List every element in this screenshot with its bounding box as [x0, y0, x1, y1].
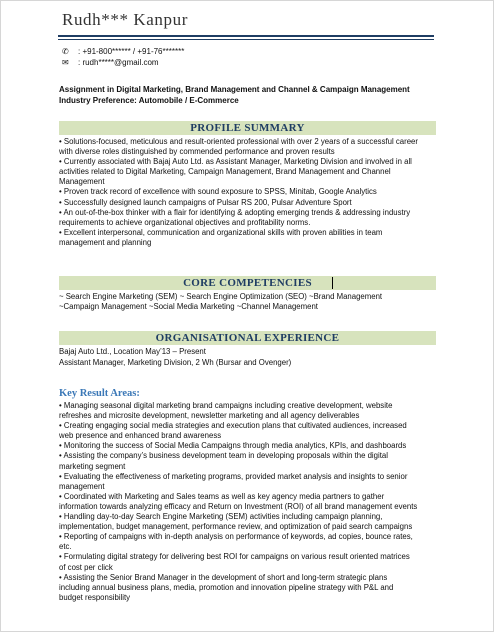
- name-underline: [58, 35, 434, 37]
- core-competencies-title: CORE COMPETENCIES: [183, 277, 312, 289]
- profile-summary-line: • Successfully designed launch campaigns of Pulsar RS 200, Pulsar Adventure Sport: [59, 197, 352, 207]
- key-result-line: including annual business plans, media, promotion and innovation pipeline strategy with P&L and: [59, 582, 394, 592]
- email-address: : rudh*****@gmail.com: [78, 58, 159, 67]
- key-result-line: • Monitoring the success of Social Media Campaigns through media analytics, KPIs, and dashboards: [59, 441, 407, 451]
- key-result-line: • Coordinated with Marketing and Sales teams as well as key agency media partners to gather: [59, 491, 385, 501]
- phone-icon: ✆: [62, 47, 69, 56]
- profile-summary-line: • Solutions-focused, meticulous and result-oriented professional with over 2 years of a successful career: [59, 137, 418, 146]
- name-underline-thin: [58, 39, 434, 40]
- key-result-line: information towards analyzing efficacy and Return on Investment (ROI) of all brand management events: [59, 501, 418, 511]
- competencies-line-1: ~ Search Engine Marketing (SEM) ~ Search Engine Optimization (SEO) ~Brand Management: [59, 292, 383, 301]
- profile-summary-line: requirements to achieve organizational objectives and profitability norms.: [59, 217, 311, 227]
- key-result-line: web presence and enhanced brand awareness: [59, 431, 222, 441]
- key-result-line: of cost per click: [59, 562, 113, 572]
- text-cursor: [332, 277, 333, 289]
- organisational-experience-band: [59, 331, 436, 345]
- profile-summary-band: [59, 121, 436, 135]
- envelope-icon: ✉: [62, 58, 69, 67]
- competencies-line-2: ~Campaign Management ~Social Media Marketing ~Channel Management: [59, 302, 318, 311]
- profile-summary-line: • Currently associated with Bajaj Auto Ltd. as Assistant Manager, Marketing Division and involved in all: [59, 157, 412, 167]
- key-result-areas-list: [59, 401, 437, 603]
- key-result-line: management: [59, 481, 105, 491]
- candidate-name: Rudh*** Kanpur: [62, 10, 188, 29]
- phone-line: [62, 47, 184, 56]
- profile-summary-line: activities related to Digital Marketing, Campaign Management, Brand Management and Channel: [59, 167, 391, 177]
- profile-summary-line: • An out-of-the-box thinker with a flair for identifying & adopting emerging trends & addressing industry: [59, 207, 411, 217]
- key-result-line: implementation, budget management, performance review, and optimization of paid search campaigns: [59, 522, 413, 532]
- organisational-experience-title: ORGANISATIONAL EXPERIENCE: [155, 332, 340, 344]
- key-result-line: etc.: [59, 542, 72, 552]
- employer-line: Bajaj Auto Ltd., Location May’13 – Present: [59, 347, 206, 356]
- profile-summary-line: management and planning: [59, 237, 152, 247]
- key-result-line: • Creating engaging social media strategies and execution plans that cultivated audiences, increased: [59, 421, 407, 431]
- assignment-block: [59, 84, 410, 106]
- role-line: Assistant Manager, Marketing Division, 2 Wh (Bursar and Ovenger): [59, 358, 292, 367]
- key-result-areas-heading: Key Result Areas:: [59, 388, 140, 399]
- profile-summary-list: [59, 137, 437, 248]
- key-result-line: • Assisting the Senior Brand Manager in the development of short and long-term strategic plans: [59, 572, 388, 582]
- key-result-line: budget responsibility: [59, 592, 131, 602]
- industry-preference: Industry Preference: Automobile / E-Commerce: [59, 96, 239, 105]
- key-result-line: • Handling day-to-day Search Engine Marketing (SEM) activities including campaign planning,: [59, 512, 383, 522]
- profile-summary-title: PROFILE SUMMARY: [190, 122, 305, 134]
- profile-summary-line: • Proven track record of excellence with sound exposure to SPSS, Minitab, Google Analytics: [59, 187, 377, 197]
- key-result-line: marketing segment: [59, 461, 126, 471]
- key-result-line: • Assisting the company’s business development team in developing proposals within the digital: [59, 451, 388, 461]
- core-competencies-band: [59, 276, 436, 290]
- phone-number: : +91-800****** / +91-76*******: [78, 47, 185, 56]
- key-result-line: • Reporting of campaigns with in-depth analysis on performance of keywords, ad copies, bounce rates,: [59, 532, 413, 542]
- profile-summary-line: with diverse roles distinguished by commended performance and proven results: [59, 147, 335, 157]
- assignment-line: Assignment in Digital Marketing, Brand Management and Channel & Campaign Management: [59, 85, 410, 94]
- key-result-line: refreshes and microsite development, newsletter marketing and all agency deliverables: [59, 411, 360, 421]
- profile-summary-line: • Excellent interpersonal, communication and organizational skills with proven abilities in team: [59, 227, 383, 237]
- email-line: [62, 58, 159, 67]
- key-result-line: • Formulating digital strategy for delivering best ROI for campaigns on various result oriented matrices: [59, 552, 410, 562]
- key-result-line: • Managing seasonal digital marketing brand campaigns including creative development, website: [59, 401, 393, 410]
- key-result-line: • Evaluating the effectiveness of marketing programs, provided market analysis and insights to senior: [59, 471, 408, 481]
- profile-summary-line: Management: [59, 177, 105, 187]
